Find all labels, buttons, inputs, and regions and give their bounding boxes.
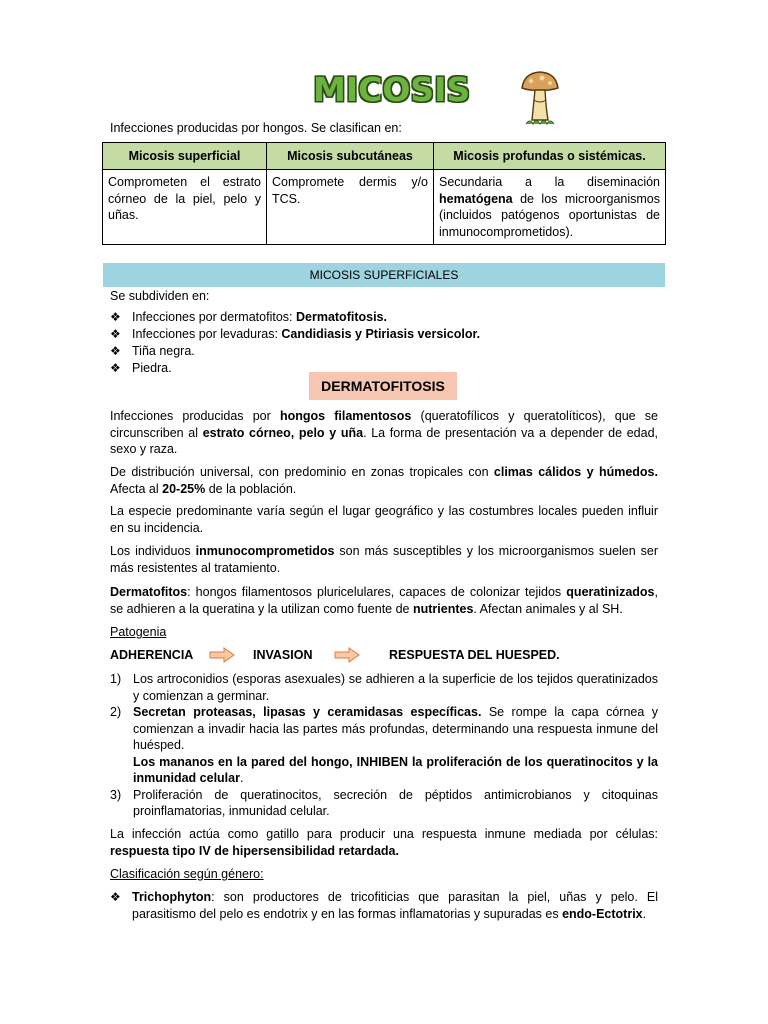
table-cell: Compromete dermis y/o TCS.	[267, 170, 434, 245]
subdivision-list	[110, 309, 480, 377]
flow-step-respuesta: RESPUESTA DEL HUESPED.	[389, 648, 560, 662]
pathogenesis-list	[110, 671, 658, 820]
paragraph: La especie predominante varía según el lugar geográfico y las costumbres locales pueden influir en su incidencia.	[110, 504, 658, 535]
diamond-bullet-icon: ❖	[110, 310, 121, 324]
classification-table	[102, 142, 666, 245]
table-header: Micosis profundas o sistémicas.	[434, 143, 666, 170]
intro-text: Infecciones producidas por hongos. Se clasifican en:	[110, 121, 402, 135]
paragraph: Infecciones producidas por hongos filamentosos (queratofílicos y queratolíticos), que se circunscriben al estrato córneo, pelo y uña. La forma de presentación va a depender de edad, sexo y raza.	[110, 409, 658, 456]
paragraph: Dermatofitos: hongos filamentosos pluricelulares, capaces de colonizar tejidos queratinizados, se adhieren a la queratina y la utilizan como fuente de nutrientes. Afectan animales y al SH.	[110, 585, 658, 616]
list-item: 2) Secretan proteasas, lipasas y ceramidasas específicas. Se rompe la capa córnea y comienzan a invadir hacia las partes más profundas, determinando una respuesta inmune del huésped. Los mananos en la pared del hongo, INHIBEN la proliferación de los queratinocitos y la inmunidad celular.	[110, 705, 658, 785]
flow-step-adherencia: ADHERENCIA	[110, 648, 194, 662]
section-banner: MICOSIS SUPERFICIALES	[103, 263, 665, 287]
section-heading-badge: DERMATOFITOSIS	[309, 372, 457, 400]
list-item: ❖ Piedra.	[110, 361, 172, 375]
list-item: ❖ Infecciones por levaduras: Candidiasis y Ptiriasis versicolor.	[110, 327, 481, 341]
paragraph: Los individuos inmunocomprometidos son más susceptibles y los microorganismos suelen ser más resistentes al tratamiento.	[110, 544, 658, 575]
flow-step-invasion: INVASION	[253, 648, 313, 662]
right-arrow-icon	[209, 647, 235, 663]
page-title: MICOSIS	[313, 70, 471, 109]
diamond-bullet-icon: ❖	[110, 327, 121, 341]
list-item: ❖ Infecciones por dermatofitos: Dermatofitosis.	[110, 310, 387, 324]
diamond-bullet-icon: ❖	[110, 344, 121, 358]
list-item: ❖ Trichophyton: son productores de tricofiticias que parasitan la piel, uñas y pelo. El parasitismo del pelo es endotrix y en las formas inflamatorias y supuradas es endo-Ectotrix.	[110, 890, 658, 921]
table-header: Micosis subcutáneas	[267, 143, 434, 170]
clasificacion-heading: Clasificación según género:	[110, 867, 264, 881]
list-item: 1) Los artroconidios (esporas asexuales) se adhieren a la superficie de los tejidos queratinizados y comienzan a germinar.	[110, 672, 658, 703]
paragraph: La infección actúa como gatillo para producir una respuesta inmune mediada por células: respuesta tipo IV de hipersensibilidad retardada.	[110, 827, 658, 858]
diamond-bullet-icon: ❖	[110, 890, 121, 904]
right-arrow-icon	[334, 647, 360, 663]
table-cell: Comprometen el estrato córneo de la piel, pelo y uñas.	[103, 170, 267, 245]
list-item: ❖ Tiña negra.	[110, 344, 195, 358]
diamond-bullet-icon: ❖	[110, 361, 121, 375]
patogenia-heading: Patogenia	[110, 625, 167, 639]
paragraph: De distribución universal, con predominio en zonas tropicales con climas cálidos y húmedos. Afecta al 20-25% de la población.	[110, 465, 658, 496]
table-cell: Secundaria a la diseminación hematógena de los microorganismos (incluidos patógenos oportunistas de inmunocomprometidos).	[434, 170, 666, 245]
table-header: Micosis superficial	[103, 143, 267, 170]
list-item: 3) Proliferación de queratinocitos, secreción de péptidos antimicrobianos y citoquinas proinflamatorias, inmunidad celular.	[110, 787, 658, 818]
subdivide-text: Se subdividen en:	[110, 289, 210, 303]
